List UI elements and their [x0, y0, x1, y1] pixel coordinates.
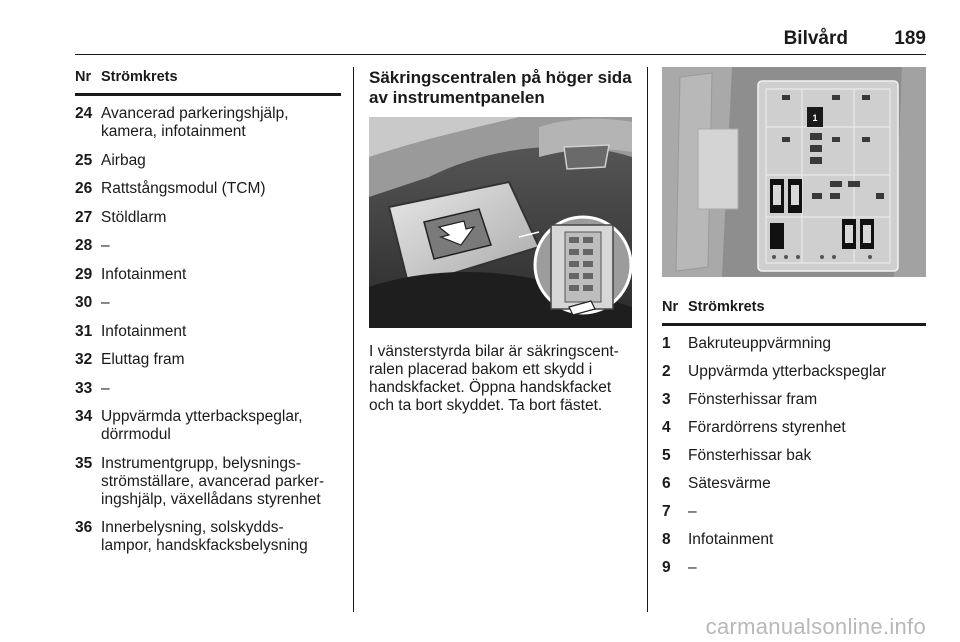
fuse-number: 7 — [662, 503, 671, 520]
table-row — [75, 105, 341, 152]
circuit-line: Airbag — [101, 151, 146, 169]
circuit-description — [101, 180, 266, 198]
circuit-line: Förardörrens styrenhet — [688, 419, 846, 436]
paragraph-line: I vänsterstyrda bilar är säkringscent- — [369, 343, 619, 360]
circuit-description — [101, 351, 185, 369]
table-header-rule — [75, 93, 341, 96]
page-number: 189 — [894, 28, 926, 49]
circuit-line: Instrumentgrupp, belysnings- — [101, 454, 301, 472]
circuit-line: Innerbelysning, solskydds- — [101, 519, 284, 536]
table-row — [75, 266, 341, 295]
circuit-line: strömställare, avancerad parker- — [101, 472, 325, 490]
table-row — [75, 180, 341, 209]
instruction-paragraph — [369, 343, 619, 415]
col-circuit-header: Strömkrets — [688, 299, 765, 315]
heading-line: Säkringscentralen på höger sida — [369, 68, 632, 87]
circuit-description — [101, 266, 186, 284]
table-body — [75, 105, 341, 566]
table-row — [75, 294, 341, 323]
circuit-line: Eluttag fram — [101, 351, 185, 368]
fuse-box-diagram — [662, 67, 926, 277]
circuit-description — [101, 294, 110, 312]
fuse-number: 32 — [75, 351, 93, 368]
table-row — [75, 455, 341, 520]
circuit-description — [101, 237, 110, 255]
table-row — [662, 447, 926, 475]
circuit-line: Avancerad parkeringshjälp, — [101, 105, 289, 122]
circuit-description — [688, 363, 886, 381]
fuse-number: 8 — [662, 531, 671, 548]
circuit-description — [101, 152, 146, 170]
circuit-line: lampor, handskfacksbelysning — [101, 537, 308, 554]
table-row — [75, 209, 341, 238]
fuse-number: 35 — [75, 454, 93, 472]
circuit-line: Uppvärmda ytterbackspeglar — [688, 363, 887, 380]
header-rule — [75, 54, 926, 55]
fuse-label: 1 — [812, 113, 818, 123]
circuit-description — [101, 408, 303, 444]
fuse-number: 33 — [75, 379, 93, 397]
section-title: Bilvård — [783, 28, 848, 49]
circuit-description — [688, 447, 811, 465]
table-header — [75, 67, 341, 93]
circuit-line: – — [101, 294, 110, 311]
circuit-line: Infotainment — [101, 265, 187, 283]
circuit-description — [101, 380, 110, 398]
table-row — [662, 503, 926, 531]
fuse-table-left — [75, 67, 341, 566]
fuse-number: 1 — [662, 335, 671, 352]
page-header — [75, 28, 926, 52]
circuit-description — [101, 455, 324, 509]
fuse-number: 30 — [75, 294, 93, 311]
column-divider-right — [647, 67, 648, 612]
watermark: carmanualsonline.info — [705, 614, 926, 639]
table-row — [662, 391, 926, 419]
circuit-description — [101, 105, 289, 141]
table-row — [75, 237, 341, 266]
circuit-description — [101, 209, 166, 227]
circuit-description — [688, 531, 773, 549]
table-body — [662, 335, 926, 587]
circuit-line: – — [688, 559, 697, 576]
circuit-line: – — [101, 237, 110, 254]
table-row — [75, 519, 341, 566]
circuit-line: Infotainment — [101, 322, 187, 340]
heading-line: av instrumentpanelen — [369, 88, 545, 107]
circuit-line: Fönsterhissar bak — [688, 447, 812, 464]
circuit-line: Stöldlarm — [101, 208, 167, 226]
col-nr-header: Nr — [662, 299, 679, 315]
fuse-number: 25 — [75, 151, 93, 169]
fuse-number: 36 — [75, 519, 93, 536]
table-row — [75, 351, 341, 380]
circuit-description — [101, 323, 186, 341]
circuit-description — [688, 335, 831, 353]
paragraph-line: handskfacket. Öppna handskfacket — [369, 379, 612, 396]
fuse-number: 2 — [662, 363, 671, 380]
fuse-number: 24 — [75, 105, 93, 122]
fuse-number: 5 — [662, 447, 671, 464]
table-row — [75, 380, 341, 409]
paragraph-line: och ta bort skyddet. Ta bort fästet. — [369, 397, 603, 414]
table-row — [662, 335, 926, 363]
fuse-number: 3 — [662, 391, 671, 408]
circuit-line: Bakruteuppvärmning — [688, 335, 832, 352]
col-circuit-header: Strömkrets — [101, 69, 178, 85]
fuse-number: 29 — [75, 265, 93, 283]
fuse-number: 9 — [662, 559, 671, 576]
circuit-line: kamera, infotainment — [101, 123, 246, 140]
table-row — [75, 323, 341, 352]
table-header — [662, 297, 926, 323]
circuit-description — [688, 419, 846, 437]
fuse-number: 31 — [75, 322, 93, 340]
fuse-number: 6 — [662, 475, 671, 492]
circuit-line: Uppvärmda ytterbackspeglar, — [101, 408, 303, 425]
table-header-rule — [662, 323, 926, 326]
circuit-line: Rattstångsmodul (TCM) — [101, 180, 266, 197]
circuit-line: Infotainment — [688, 531, 774, 548]
circuit-line: – — [101, 379, 110, 397]
circuit-description — [688, 475, 771, 493]
circuit-line: Fönsterhissar fram — [688, 391, 818, 408]
circuit-line: – — [688, 503, 697, 520]
fuse-box-heading — [369, 68, 632, 108]
table-row — [662, 531, 926, 559]
table-row — [662, 475, 926, 503]
paragraph-line: ralen placerad bakom ett skydd i — [369, 361, 593, 378]
table-row — [75, 152, 341, 181]
table-row — [662, 419, 926, 447]
circuit-description — [101, 519, 308, 555]
fuse-table-right — [662, 297, 926, 587]
fuse-number: 4 — [662, 419, 671, 436]
fuse-number: 26 — [75, 180, 93, 197]
table-row — [662, 363, 926, 391]
circuit-description — [688, 391, 817, 409]
col-nr-header: Nr — [75, 69, 92, 85]
column-divider-left — [353, 67, 354, 612]
circuit-description — [688, 503, 697, 521]
fuse-number: 27 — [75, 208, 93, 226]
table-row — [75, 408, 341, 455]
circuit-line: Sätesvärme — [688, 475, 771, 492]
circuit-line: dörrmodul — [101, 426, 171, 443]
fuse-number: 28 — [75, 237, 93, 254]
table-row — [662, 559, 926, 587]
circuit-line: ingshjälp, växellådans styrenhet — [101, 490, 321, 508]
fuse-number: 34 — [75, 408, 93, 425]
circuit-description — [688, 559, 697, 577]
glovebox-photo — [369, 117, 632, 328]
